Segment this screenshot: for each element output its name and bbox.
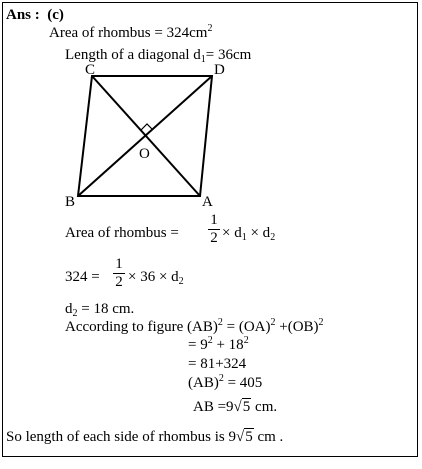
step1-fraction: 1 2 xyxy=(112,256,126,291)
center-label-o: O xyxy=(139,146,150,162)
answer-option: (c) xyxy=(47,7,64,23)
pythagoras-line-3: = 81+324 xyxy=(188,356,247,372)
pythagoras-line-4: (AB)$^2$ = 405 xyxy=(188,373,263,391)
vertex-label-b: B xyxy=(65,194,76,210)
step2-line: $d_2 = 18$ cm. xyxy=(65,301,135,319)
formula-lhs: Area of rhombus = xyxy=(65,225,179,241)
pythagoras-line-1: According to figure (AB)$^2$ = (OA)$^2$ +(OB)$^2$ xyxy=(65,317,324,335)
step1-rhs: × $36 \times d_2$ xyxy=(128,269,184,287)
given-area-line: Area of rhombus = $324cm^2$ xyxy=(49,23,213,41)
formula-rhs: × $d_1 \times d_2$ xyxy=(222,225,276,243)
conclusion-line: So length of each side of rhombus is 9√5 cm . xyxy=(6,429,284,445)
diagonal-db xyxy=(78,76,212,196)
answer-label: Ans : (c) xyxy=(6,7,64,23)
step1-lhs: 324 = xyxy=(65,269,100,285)
pythagoras-line-2: = $9^2 + 18^2$ xyxy=(188,335,249,353)
vertex-label-a: A xyxy=(202,194,213,210)
formula-fraction: 1 2 xyxy=(207,212,221,247)
rhombus-figure xyxy=(60,60,235,210)
vertex-label-d: D xyxy=(214,62,225,78)
given-diagonal-line: Length of a diagonal $d_1= 36cm$ xyxy=(65,47,252,65)
vertex-label-c: C xyxy=(85,62,96,78)
pythagoras-line-5: AB =9√5 cm. xyxy=(193,399,278,415)
right-angle-marker xyxy=(141,124,153,130)
